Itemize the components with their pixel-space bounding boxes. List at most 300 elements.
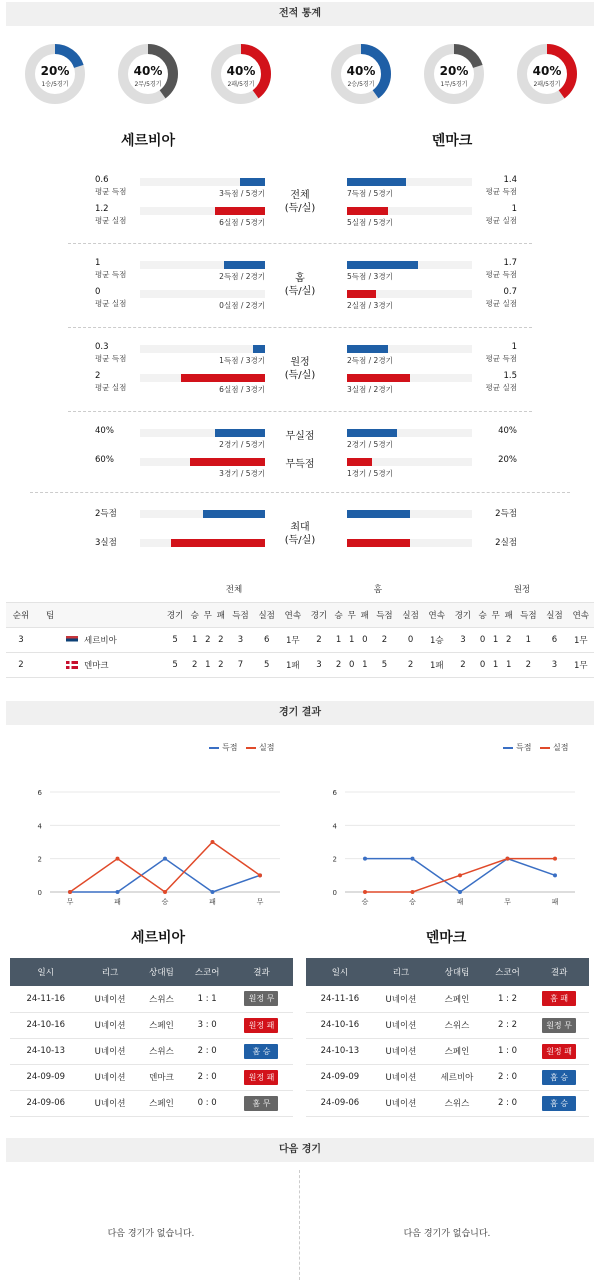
away-next-empty: 다음 경기가 없습니다. <box>403 1229 491 1239</box>
result-league: U네이션 <box>82 1038 139 1064</box>
result-row[interactable] <box>306 1090 589 1116</box>
result-row[interactable] <box>306 1064 589 1090</box>
standings-col-header: 패 <box>502 602 515 627</box>
result-badge: 원정 무 <box>542 1018 576 1033</box>
result-date: 24-10-16 <box>10 1012 82 1038</box>
result-league: U네이션 <box>82 1090 139 1116</box>
donut-caption: 2승/5경기 <box>347 81 375 88</box>
chart-point <box>363 890 367 894</box>
away-stat-bar <box>347 261 472 269</box>
standings-cell: 0 <box>345 652 358 677</box>
standings-col-header: 득점 <box>515 602 541 627</box>
chart-x-tick: 패 <box>114 898 121 906</box>
result-league: U네이션 <box>82 1012 139 1038</box>
standings-cell: 1 <box>345 627 358 652</box>
comparison-center-label: 무실점 <box>285 431 315 442</box>
standings-col-header: 실점 <box>398 602 424 627</box>
result-league: U네이션 <box>374 1064 428 1090</box>
away-stat-value: 2득점 <box>495 509 517 519</box>
standings-cell: 2 <box>201 627 214 652</box>
results-header: 스코어 <box>184 958 230 986</box>
standings-col-header: 무 <box>345 602 358 627</box>
away-results-title: 덴마크 <box>425 930 467 946</box>
standings-cell: 1무 <box>568 627 594 652</box>
home-stat-bar <box>140 374 265 382</box>
away-stat-label: 평균 득점 <box>485 354 517 363</box>
standings-cell: 0 <box>476 627 489 652</box>
result-score: 1 : 2 <box>486 986 529 1012</box>
result-badge: 홈 패 <box>542 991 576 1006</box>
chart-point <box>163 890 167 894</box>
away-stat-bar <box>347 345 472 353</box>
home-stat-label: 평균 실점 <box>95 216 127 225</box>
standings-cell: 1 <box>515 627 541 652</box>
chart-y-tick: 4 <box>37 822 42 831</box>
denmark-flag-icon <box>66 661 78 669</box>
standings-cell: 1 <box>332 627 345 652</box>
standings-cell: 2 <box>502 627 515 652</box>
standings-cell: 1 <box>502 652 515 677</box>
legend-scored-swatch <box>209 747 219 749</box>
standings-cell: 3 <box>227 627 253 652</box>
standings-col-header: 패 <box>214 602 227 627</box>
away-stat-bar <box>347 510 472 518</box>
result-badge: 원정 패 <box>244 1070 278 1085</box>
result-badge: 원정 패 <box>542 1044 576 1059</box>
chart-x-tick: 패 <box>551 898 559 906</box>
home-team-name: 세르비아 <box>120 133 176 149</box>
comparison-center-label: 원정 (득/실) <box>284 357 316 381</box>
donut-caption: 2무/5경기 <box>134 81 162 88</box>
standings-cell: 1 <box>188 627 201 652</box>
away-stat-value: 0.7 <box>503 287 517 297</box>
away-stat-label: 평균 득점 <box>485 187 517 196</box>
comparison-block-1 <box>68 258 532 318</box>
result-league: U네이션 <box>374 1090 428 1116</box>
chart-series-line-conceded <box>70 842 260 892</box>
away-results-table <box>306 958 589 1117</box>
home-stat-label: 평균 득점 <box>95 354 127 363</box>
home-stat-value: 2득점 <box>95 509 117 519</box>
home-stat-caption: 6실점 / 3경기 <box>219 385 265 394</box>
donut-percent: 40% <box>532 64 562 78</box>
results-header: 결과 <box>230 958 293 986</box>
home-next-empty: 다음 경기가 없습니다. <box>107 1229 195 1239</box>
chart-point <box>553 857 557 861</box>
home-stat-caption: 3득점 / 5경기 <box>219 189 265 198</box>
result-date: 24-09-06 <box>10 1090 82 1116</box>
standings-cell: 6 <box>254 627 280 652</box>
standings-cell: 1 <box>489 652 502 677</box>
standings-cell: 2 <box>214 627 227 652</box>
away-stat-value: 2실점 <box>495 538 517 548</box>
away-stat-value: 1 <box>511 204 517 214</box>
standings-cell: 1 <box>489 627 502 652</box>
result-opponent[interactable]: 스위스 <box>139 1038 185 1064</box>
standings-cell: 0 <box>398 627 424 652</box>
standings-col-header: 실점 <box>254 602 280 627</box>
comparison-center-label: 최대 (득/실) <box>284 522 316 546</box>
results-header: 결과 <box>529 958 589 986</box>
home-stat-bar <box>140 207 265 215</box>
comparison-separator <box>68 243 532 244</box>
standings-cell: 6 <box>541 627 567 652</box>
result-league: U네이션 <box>374 1038 428 1064</box>
result-date: 24-09-06 <box>306 1090 374 1116</box>
result-date: 24-10-16 <box>306 1012 374 1038</box>
standings-col-header: 패 <box>358 602 371 627</box>
away-stat-bar <box>347 429 472 437</box>
chart-series-line-scored <box>70 859 260 892</box>
chart-legend-away: 득점 실점 <box>500 742 568 753</box>
result-row[interactable] <box>10 1090 293 1116</box>
result-score: 2 : 0 <box>486 1064 529 1090</box>
standings-cell: 5 <box>371 652 397 677</box>
away-stat-label: 평균 실점 <box>485 383 517 392</box>
away-stat-value: 1 <box>511 342 517 352</box>
home-stat-bar <box>140 345 265 353</box>
away-stat-value: 1.5 <box>503 371 517 381</box>
standings-col-header: 승 <box>188 602 201 627</box>
result-opponent[interactable]: 세르비아 <box>428 1064 486 1090</box>
home-stat-value: 3실점 <box>95 538 117 548</box>
home-stat-bar <box>140 539 265 547</box>
standings-group-all: 전체 <box>162 577 306 602</box>
standings-cell: 1무 <box>280 627 306 652</box>
home-stat-bar <box>140 429 265 437</box>
result-score: 2 : 0 <box>184 1064 230 1090</box>
standings-cell: 2 <box>398 652 424 677</box>
home-goals-chart <box>20 780 290 915</box>
home-stat-label: 평균 실점 <box>95 383 127 392</box>
standings-table <box>6 577 594 678</box>
home-stat-label: 평균 실점 <box>95 299 127 308</box>
result-opponent[interactable]: 스페인 <box>139 1012 185 1038</box>
away-stat-caption: 2득점 / 2경기 <box>347 356 393 365</box>
home-stat-value: 1 <box>95 258 101 268</box>
home-stat-bar <box>140 510 265 518</box>
donut-caption: 2패/5경기 <box>533 81 561 88</box>
result-score: 2 : 0 <box>184 1038 230 1064</box>
standings-col-header: 실점 <box>541 602 567 627</box>
away-stat-caption: 5실점 / 5경기 <box>347 218 393 227</box>
result-score: 3 : 0 <box>184 1012 230 1038</box>
away-stat-value: 40% <box>498 426 517 436</box>
standings-cell: 1 <box>201 652 214 677</box>
home-stat-caption: 6실점 / 5경기 <box>219 218 265 227</box>
away-stat-bar <box>347 207 472 215</box>
chart-y-tick: 6 <box>332 789 337 797</box>
standings-cell: 1무 <box>568 652 594 677</box>
standings-cell: 2 <box>214 652 227 677</box>
standings-cell: 2 <box>306 627 332 652</box>
standings-col-header: 연속 <box>280 602 306 627</box>
chart-x-tick: 무 <box>256 898 264 906</box>
result-score: 2 : 2 <box>486 1012 529 1038</box>
standings-group-away: 원정 <box>450 577 594 602</box>
chart-y-tick: 0 <box>332 889 337 897</box>
standings-team-header: 팀 <box>36 602 162 627</box>
home-stat-caption: 0실점 / 2경기 <box>219 301 265 310</box>
result-league: U네이션 <box>374 1012 428 1038</box>
donut-percent: 40% <box>133 64 163 78</box>
home-stat-bar <box>140 458 265 466</box>
chart-legend-home: 득점 실점 <box>206 742 274 753</box>
standings-col-header: 승 <box>332 602 345 627</box>
standings-cell: 3 <box>450 627 476 652</box>
away-team-name: 덴마크 <box>431 133 473 149</box>
home-results-table <box>10 958 293 1117</box>
away-stat-value: 1.7 <box>503 258 517 268</box>
chart-point <box>553 873 557 877</box>
legend-conceded-swatch <box>540 747 550 749</box>
chart-point <box>363 857 367 861</box>
comparison-center-label: 전체 (득/실) <box>284 190 316 214</box>
home-stat-value: 60% <box>95 455 114 465</box>
result-row[interactable] <box>10 1012 293 1038</box>
chart-point <box>458 873 462 877</box>
comparison-separator <box>30 492 570 493</box>
away-stat-bar <box>347 539 472 547</box>
legend-scored-swatch <box>503 747 513 749</box>
away-stat-value: 20% <box>498 455 517 465</box>
comparison-center-label: 무득점 <box>285 459 315 470</box>
serbia-flag-icon <box>66 636 78 644</box>
chart-x-tick: 승 <box>361 898 369 906</box>
chart-x-tick: 무 <box>504 898 511 906</box>
result-badge: 홈 승 <box>244 1044 278 1059</box>
home-stat-label: 평균 득점 <box>95 187 127 196</box>
standings-cell: 2 <box>515 652 541 677</box>
result-date: 24-11-16 <box>306 986 374 1012</box>
chart-x-tick: 승 <box>409 898 416 906</box>
standings-cell: 7 <box>227 652 253 677</box>
standings-col-header: 경기 <box>162 602 188 627</box>
away-stat-caption: 1경기 / 5경기 <box>347 469 393 478</box>
away-stat-value: 1.4 <box>503 175 517 185</box>
result-date: 24-10-13 <box>306 1038 374 1064</box>
away-stat-bar <box>347 178 472 186</box>
standings-col-header: 무 <box>201 602 214 627</box>
result-league: U네이션 <box>374 986 428 1012</box>
result-row[interactable] <box>306 1012 589 1038</box>
result-opponent[interactable]: 스위스 <box>428 1012 486 1038</box>
chart-x-tick: 무 <box>66 898 74 906</box>
standings-row <box>6 652 594 677</box>
chart-point <box>68 890 72 894</box>
standings-group-home: 홈 <box>306 577 450 602</box>
donut-caption: 1무/5경기 <box>440 81 468 88</box>
away-stat-caption: 7득점 / 5경기 <box>347 189 393 198</box>
serbia-donut-2 <box>210 43 272 105</box>
serbia-donut-0 <box>24 43 86 105</box>
away-stat-bar <box>347 374 472 382</box>
result-row[interactable] <box>10 1064 293 1090</box>
home-results-title: 세르비아 <box>130 930 186 946</box>
chart-point <box>458 890 462 894</box>
standings-col-header: 득점 <box>371 602 397 627</box>
result-date: 24-09-09 <box>10 1064 82 1090</box>
standings-rank: 2 <box>6 652 36 677</box>
standings-rank-header: 순위 <box>6 602 36 627</box>
serbia-donut-1 <box>117 43 179 105</box>
standings-row <box>6 627 594 652</box>
chart-y-tick: 2 <box>332 855 337 864</box>
denmark-donut-1 <box>423 43 485 105</box>
result-badge: 원정 무 <box>244 991 278 1006</box>
away-stat-caption: 2실점 / 3경기 <box>347 301 393 310</box>
chart-y-tick: 4 <box>332 822 337 831</box>
comparison-block-2 <box>68 342 532 402</box>
donut-caption: 1승/5경기 <box>41 81 69 88</box>
result-league: U네이션 <box>82 1064 139 1090</box>
standings-col-header: 경기 <box>306 602 332 627</box>
comparison-block-0 <box>68 175 532 235</box>
result-opponent[interactable]: 스페인 <box>428 986 486 1012</box>
away-stat-label: 평균 실점 <box>485 299 517 308</box>
standings-col-header: 경기 <box>450 602 476 627</box>
result-opponent[interactable]: 스위스 <box>139 986 185 1012</box>
results-header: 리그 <box>374 958 428 986</box>
away-stat-bar <box>347 290 472 298</box>
home-stat-bar <box>140 178 265 186</box>
results-header: 일시 <box>306 958 374 986</box>
home-stat-caption: 1득점 / 3경기 <box>219 356 265 365</box>
results-header: 스코어 <box>486 958 529 986</box>
result-row[interactable] <box>306 986 589 1012</box>
home-stat-bar <box>140 261 265 269</box>
standings-team[interactable]: 세르비아 <box>36 627 162 652</box>
result-badge: 원정 패 <box>244 1018 278 1033</box>
standings-cell: 1패 <box>280 652 306 677</box>
away-stat-bar <box>347 458 472 466</box>
chart-point <box>506 857 510 861</box>
chart-y-tick: 0 <box>37 889 42 897</box>
standings-cell: 1 <box>358 652 371 677</box>
comparison-block-3 <box>68 426 532 486</box>
away-stat-caption: 2경기 / 5경기 <box>347 440 393 449</box>
standings-cell: 2 <box>450 652 476 677</box>
section-header-results: 경기 결과 <box>6 701 594 725</box>
away-stat-label: 평균 실점 <box>485 216 517 225</box>
standings-cell: 5 <box>254 652 280 677</box>
away-goals-chart <box>315 780 585 915</box>
chart-point <box>116 857 120 861</box>
chart-y-tick: 2 <box>37 855 42 864</box>
standings-team[interactable]: 덴마크 <box>36 652 162 677</box>
chart-point <box>411 857 415 861</box>
standings-cell: 0 <box>358 627 371 652</box>
standings-col-header: 무 <box>489 602 502 627</box>
standings-cell: 2 <box>332 652 345 677</box>
result-row[interactable] <box>306 1038 589 1064</box>
results-header: 리그 <box>82 958 139 986</box>
chart-x-tick: 승 <box>161 898 169 906</box>
away-stat-label: 평균 득점 <box>485 270 517 279</box>
result-badge: 홈 무 <box>244 1096 278 1111</box>
donut-percent: 20% <box>40 64 70 78</box>
standings-col-header: 연속 <box>568 602 594 627</box>
result-opponent[interactable]: 스페인 <box>428 1038 486 1064</box>
standings-cell: 0 <box>476 652 489 677</box>
result-score: 2 : 0 <box>486 1090 529 1116</box>
home-stat-value: 0.3 <box>95 342 109 352</box>
result-badge: 홈 승 <box>542 1096 576 1111</box>
standings-rank: 3 <box>6 627 36 652</box>
result-score: 1 : 1 <box>184 986 230 1012</box>
home-stat-value: 1.2 <box>95 204 109 214</box>
home-stat-caption: 2경기 / 5경기 <box>219 440 265 449</box>
home-stat-label: 평균 득점 <box>95 270 127 279</box>
donut-percent: 40% <box>346 64 376 78</box>
comparison-separator <box>68 411 532 412</box>
result-row[interactable] <box>10 986 293 1012</box>
donut-percent: 20% <box>439 64 469 78</box>
home-stat-caption: 3경기 / 5경기 <box>219 469 265 478</box>
denmark-donut-2 <box>516 43 578 105</box>
standings-cell: 2 <box>188 652 201 677</box>
next-divider <box>299 1170 300 1280</box>
result-opponent[interactable]: 스페인 <box>139 1090 185 1116</box>
home-stat-value: 0 <box>95 287 101 297</box>
result-date: 24-11-16 <box>10 986 82 1012</box>
standings-col-header: 연속 <box>424 602 450 627</box>
away-stat-caption: 5득점 / 3경기 <box>347 272 393 281</box>
chart-point <box>116 890 120 894</box>
result-date: 24-10-13 <box>10 1038 82 1064</box>
result-score: 0 : 0 <box>184 1090 230 1116</box>
chart-point <box>258 873 262 877</box>
chart-point <box>163 857 167 861</box>
comparison-separator <box>68 327 532 328</box>
home-stat-value: 40% <box>95 426 114 436</box>
chart-x-tick: 패 <box>209 898 216 906</box>
result-date: 24-09-09 <box>306 1064 374 1090</box>
home-stat-value: 2 <box>95 371 101 381</box>
chart-point <box>411 890 415 894</box>
chart-x-tick: 패 <box>456 898 464 906</box>
result-row[interactable] <box>10 1038 293 1064</box>
standings-cell: 5 <box>162 627 188 652</box>
standings-col-header: 승 <box>476 602 489 627</box>
donut-percent: 40% <box>226 64 256 78</box>
home-stat-caption: 2득점 / 2경기 <box>219 272 265 281</box>
denmark-donut-0 <box>330 43 392 105</box>
standings-cell: 3 <box>541 652 567 677</box>
result-score: 1 : 0 <box>486 1038 529 1064</box>
standings-cell: 2 <box>371 627 397 652</box>
result-league: U네이션 <box>82 986 139 1012</box>
result-opponent[interactable]: 덴마크 <box>139 1064 185 1090</box>
comparison-center-label: 홈 (득/실) <box>284 273 316 297</box>
legend-conceded-swatch <box>246 747 256 749</box>
chart-point <box>211 890 215 894</box>
result-badge: 홈 승 <box>542 1070 576 1085</box>
standings-col-header: 득점 <box>227 602 253 627</box>
donut-caption: 2패/5경기 <box>227 81 255 88</box>
comparison-block-4 <box>68 507 532 567</box>
section-header-stats: 전적 통계 <box>6 2 594 26</box>
chart-point <box>211 840 215 844</box>
standings-cell: 3 <box>306 652 332 677</box>
results-header: 상대팀 <box>139 958 185 986</box>
standings-cell: 1패 <box>424 652 450 677</box>
result-opponent[interactable]: 스위스 <box>428 1090 486 1116</box>
section-header-next: 다음 경기 <box>6 1138 594 1162</box>
away-stat-caption: 3실점 / 2경기 <box>347 385 393 394</box>
chart-y-tick: 6 <box>37 789 42 797</box>
results-header: 일시 <box>10 958 82 986</box>
